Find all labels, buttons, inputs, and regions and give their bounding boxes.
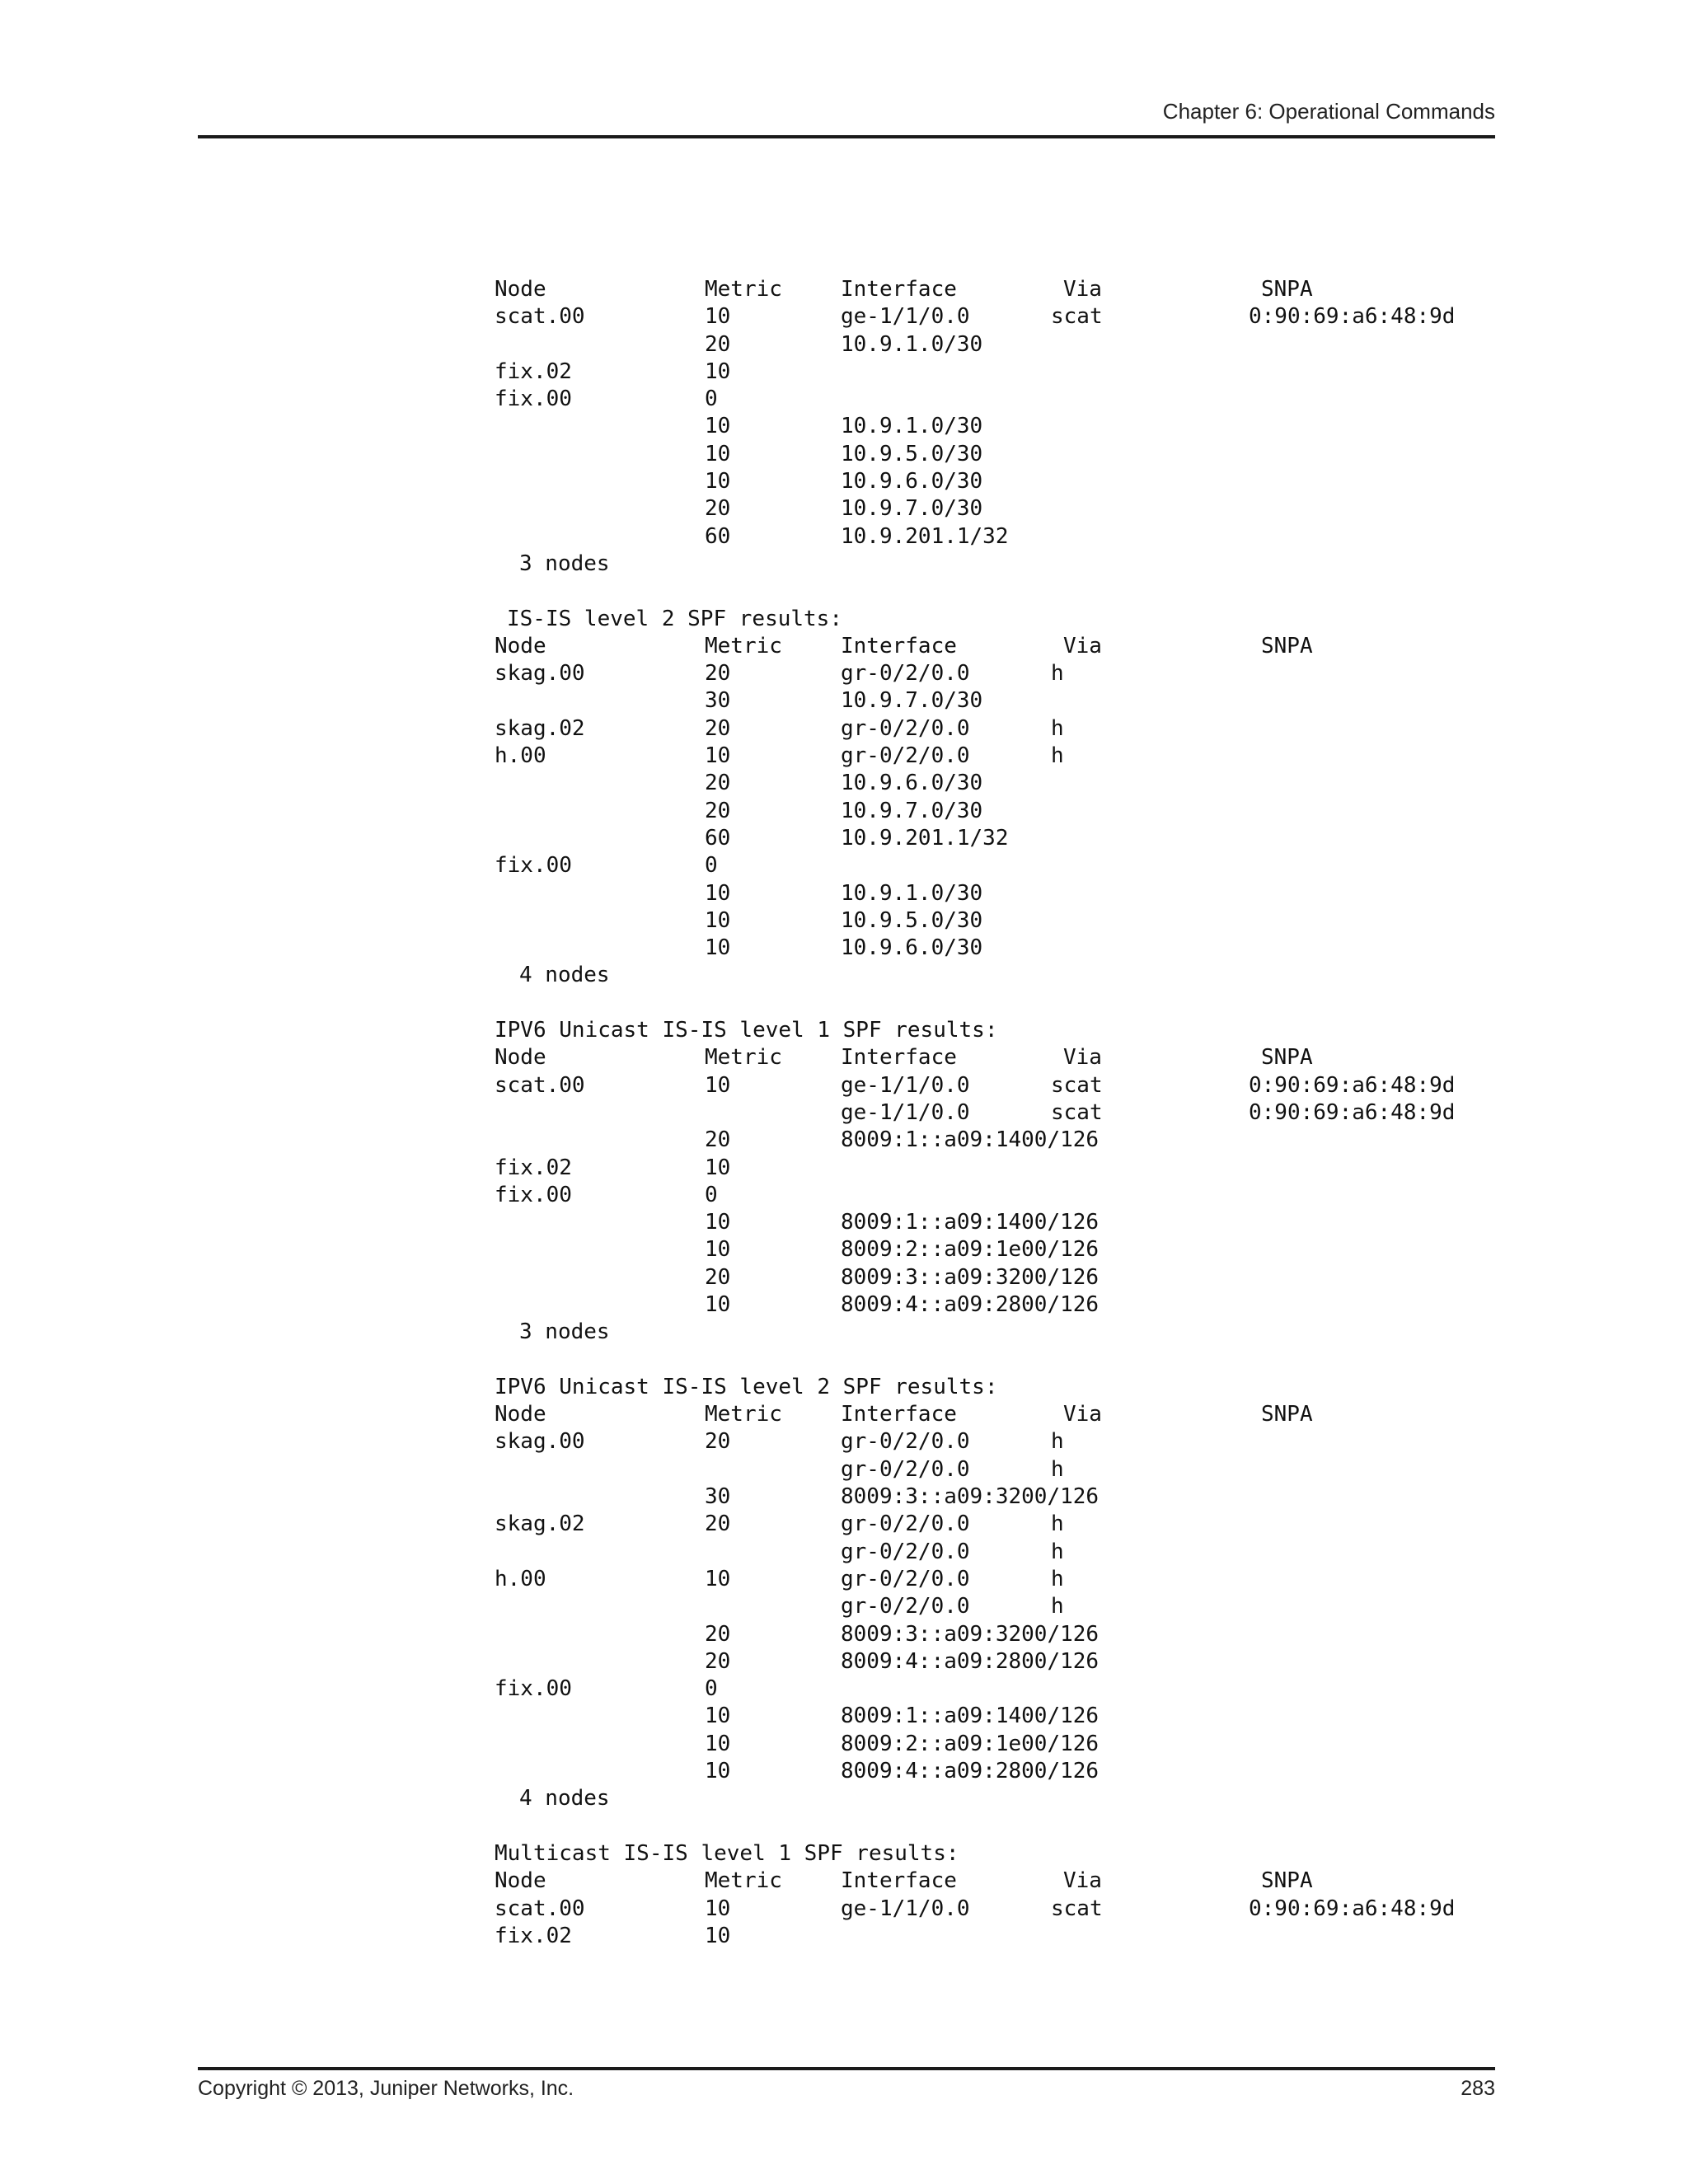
spf-cell-snpa: 0:90:69:a6:48:9d: [1249, 304, 1456, 330]
spf-cell-metric: 10: [705, 469, 731, 494]
column-header-metric: Metric: [705, 277, 782, 302]
column-header-node: Node: [495, 1868, 546, 1894]
spf-cell-node: fix.00: [495, 387, 572, 412]
spf-cell-interface: 8009:1::a09:1400/126: [841, 1210, 1100, 1235]
column-header-metric: Metric: [705, 1868, 782, 1894]
spf-cell-via: h: [1051, 715, 1064, 741]
spf-cell-interface: 10.9.5.0/30: [841, 441, 983, 466]
spf-cell-metric: 10: [705, 1896, 731, 1921]
spf-cell-metric: 10: [705, 359, 731, 384]
column-header-via: Via: [1063, 633, 1102, 658]
spf-cell-interface: 8009:4::a09:2800/126: [841, 1291, 1100, 1317]
spf-cell-via: h: [1051, 1566, 1064, 1591]
spf-cell-metric: 10: [705, 304, 731, 330]
column-header-snpa: SNPA: [1261, 633, 1313, 658]
spf-cell-interface: gr-0/2/0.0: [841, 1456, 970, 1482]
column-header-via: Via: [1063, 277, 1102, 302]
spf-cell-node: fix.00: [495, 1676, 572, 1702]
spf-cell-interface: 8009:2::a09:1e00/126: [841, 1731, 1100, 1756]
page-number: 283: [1461, 2077, 1495, 2100]
spf-cell-metric: 20: [705, 715, 731, 741]
column-header-node: Node: [495, 633, 546, 658]
spf-cell-metric: 10: [705, 1291, 731, 1317]
spf-cell-interface: 10.9.5.0/30: [841, 907, 983, 933]
spf-cell-interface: gr-0/2/0.0: [841, 1511, 970, 1537]
spf-cell-interface: 10.9.201.1/32: [841, 825, 1009, 851]
spf-cell-via: scat: [1051, 304, 1103, 330]
spf-cell-metric: 20: [705, 1648, 731, 1674]
spf-cell-via: scat: [1051, 1099, 1103, 1125]
spf-cell-metric: 20: [705, 661, 731, 687]
spf-cell-metric: 30: [705, 688, 731, 714]
spf-cell-via: h: [1051, 661, 1064, 687]
spf-cell-metric: 30: [705, 1484, 731, 1510]
spf-cell-metric: 60: [705, 523, 731, 549]
spf-cell-metric: 10: [705, 935, 731, 961]
spf-cell-node: scat.00: [495, 304, 585, 330]
spf-cell-metric: 0: [705, 853, 718, 879]
chapter-title: Chapter 6: Operational Commands: [1162, 99, 1495, 124]
spf-cell-snpa: 0:90:69:a6:48:9d: [1249, 1072, 1456, 1098]
spf-cell-interface: gr-0/2/0.0: [841, 661, 970, 687]
spf-cell-via: h: [1051, 1539, 1064, 1564]
column-header-metric: Metric: [705, 633, 782, 658]
spf-cell-interface: 10.9.1.0/30: [841, 331, 983, 357]
column-header-node: Node: [495, 1402, 546, 1427]
spf-cell-interface: 10.9.1.0/30: [841, 414, 983, 439]
spf-cell-node: h.00: [495, 1566, 546, 1591]
column-header-snpa: SNPA: [1261, 1868, 1313, 1894]
spf-cell-interface: gr-0/2/0.0: [841, 743, 970, 769]
spf-cell-metric: 10: [705, 1072, 731, 1098]
spf-cell-interface: 10.9.1.0/30: [841, 880, 983, 906]
spf-cell-interface: 8009:3::a09:3200/126: [841, 1621, 1100, 1647]
spf-cell-interface: 8009:2::a09:1e00/126: [841, 1237, 1100, 1263]
spf-cell-via: scat: [1051, 1896, 1103, 1921]
spf-cell-metric: 20: [705, 1127, 731, 1153]
spf-cell-metric: 10: [705, 414, 731, 439]
page-footer: [198, 2067, 1495, 2100]
spf-cell-metric: 20: [705, 798, 731, 823]
spf-cell-via: h: [1051, 743, 1064, 769]
spf-cell-via: h: [1051, 1511, 1064, 1537]
spf-cell-snpa: 0:90:69:a6:48:9d: [1249, 1896, 1456, 1921]
spf-cell-interface: 10.9.7.0/30: [841, 798, 983, 823]
section-title-text: Multicast IS-IS level 1 SPF results:: [495, 1840, 959, 1866]
spf-cell-node: fix.02: [495, 1155, 572, 1180]
column-header-interface: Interface: [841, 1868, 957, 1894]
column-header-node: Node: [495, 277, 546, 302]
node-count: 4 nodes: [519, 963, 610, 988]
spf-cell-interface: gr-0/2/0.0: [841, 1566, 970, 1591]
spf-cell-metric: 10: [705, 1237, 731, 1263]
spf-cell-metric: 20: [705, 771, 731, 796]
column-header-snpa: SNPA: [1261, 277, 1313, 302]
spf-cell-metric: 0: [705, 1676, 718, 1702]
column-header-node: Node: [495, 1045, 546, 1071]
spf-cell-via: h: [1051, 1456, 1064, 1482]
spf-cell-interface: 10.9.6.0/30: [841, 469, 983, 494]
spf-cell-node: h.00: [495, 743, 546, 769]
spf-cell-metric: 20: [705, 1621, 731, 1647]
spf-cell-snpa: 0:90:69:a6:48:9d: [1249, 1099, 1456, 1125]
spf-cell-metric: 10: [705, 880, 731, 906]
spf-cell-metric: 10: [705, 1731, 731, 1756]
column-header-metric: Metric: [705, 1045, 782, 1071]
spf-cell-node: fix.00: [495, 853, 572, 879]
spf-cell-metric: 20: [705, 1511, 731, 1537]
node-count: 4 nodes: [519, 1786, 610, 1811]
spf-cell-interface: 10.9.7.0/30: [841, 496, 983, 522]
spf-cell-node: skag.02: [495, 1511, 585, 1537]
spf-cell-metric: 10: [705, 743, 731, 769]
section-title-text: IPV6 Unicast IS-IS level 1 SPF results:: [495, 1018, 998, 1043]
spf-cell-interface: 10.9.6.0/30: [841, 935, 983, 961]
spf-cell-interface: 8009:3::a09:3200/126: [841, 1484, 1100, 1510]
spf-cell-interface: 8009:3::a09:3200/126: [841, 1264, 1100, 1290]
spf-cell-interface: ge-1/1/0.0: [841, 1896, 970, 1921]
column-header-interface: Interface: [841, 633, 957, 658]
spf-cell-node: scat.00: [495, 1072, 585, 1098]
spf-cell-interface: ge-1/1/0.0: [841, 304, 970, 330]
spf-cell-interface: 8009:1::a09:1400/126: [841, 1704, 1100, 1729]
column-header-via: Via: [1063, 1402, 1102, 1427]
spf-cell-interface: 10.9.201.1/32: [841, 523, 1009, 549]
page-header: [198, 97, 1495, 138]
spf-cell-node: fix.00: [495, 1182, 572, 1207]
column-header-interface: Interface: [841, 1402, 957, 1427]
section-title-text: IPV6 Unicast IS-IS level 2 SPF results:: [495, 1374, 998, 1399]
column-header-metric: Metric: [705, 1402, 782, 1427]
spf-cell-metric: 0: [705, 387, 718, 412]
spf-cell-metric: 20: [705, 1429, 731, 1455]
spf-cell-metric: 10: [705, 1759, 731, 1784]
spf-cell-metric: 20: [705, 331, 731, 357]
spf-cell-node: skag.02: [495, 715, 585, 741]
spf-cell-interface: 10.9.6.0/30: [841, 771, 983, 796]
spf-cell-interface: 8009:1::a09:1400/126: [841, 1127, 1100, 1153]
spf-cell-node: skag.00: [495, 1429, 585, 1455]
spf-cell-via: scat: [1051, 1072, 1103, 1098]
spf-cell-via: h: [1051, 1429, 1064, 1455]
section-title-text: IS-IS level 2 SPF results:: [507, 606, 842, 631]
spf-cell-interface: ge-1/1/0.0: [841, 1099, 970, 1125]
spf-cell-metric: 10: [705, 441, 731, 466]
spf-cell-interface: gr-0/2/0.0: [841, 1429, 970, 1455]
spf-cell-metric: 10: [705, 1210, 731, 1235]
node-count: 3 nodes: [519, 551, 610, 576]
column-header-via: Via: [1063, 1868, 1102, 1894]
spf-cell-node: skag.00: [495, 661, 585, 687]
spf-cell-metric: 10: [705, 1155, 731, 1180]
column-header-interface: Interface: [841, 1045, 957, 1071]
spf-cell-interface: gr-0/2/0.0: [841, 1594, 970, 1619]
spf-cell-metric: 10: [705, 1566, 731, 1591]
column-header-via: Via: [1063, 1045, 1102, 1071]
spf-cell-interface: 8009:4::a09:2800/126: [841, 1648, 1100, 1674]
spf-cell-interface: 8009:4::a09:2800/126: [841, 1759, 1100, 1784]
node-count: 3 nodes: [519, 1319, 610, 1345]
spf-cell-interface: 10.9.7.0/30: [841, 688, 983, 714]
spf-cell-metric: 20: [705, 1264, 731, 1290]
column-header-snpa: SNPA: [1261, 1045, 1313, 1071]
column-header-snpa: SNPA: [1261, 1402, 1313, 1427]
spf-cell-interface: ge-1/1/0.0: [841, 1072, 970, 1098]
spf-cell-interface: gr-0/2/0.0: [841, 1539, 970, 1564]
spf-cell-metric: 60: [705, 825, 731, 851]
copyright-notice: Copyright © 2013, Juniper Networks, Inc.: [198, 2077, 574, 2100]
spf-cell-metric: 10: [705, 1923, 731, 1948]
column-header-interface: Interface: [841, 277, 957, 302]
spf-cell-metric: 0: [705, 1182, 718, 1207]
spf-cell-metric: 20: [705, 496, 731, 522]
spf-cell-interface: gr-0/2/0.0: [841, 715, 970, 741]
spf-cell-node: fix.02: [495, 359, 572, 384]
spf-cell-metric: 10: [705, 907, 731, 933]
spf-cell-metric: 10: [705, 1704, 731, 1729]
spf-cell-node: scat.00: [495, 1896, 585, 1921]
spf-cell-node: fix.02: [495, 1923, 572, 1948]
spf-cell-via: h: [1051, 1594, 1064, 1619]
